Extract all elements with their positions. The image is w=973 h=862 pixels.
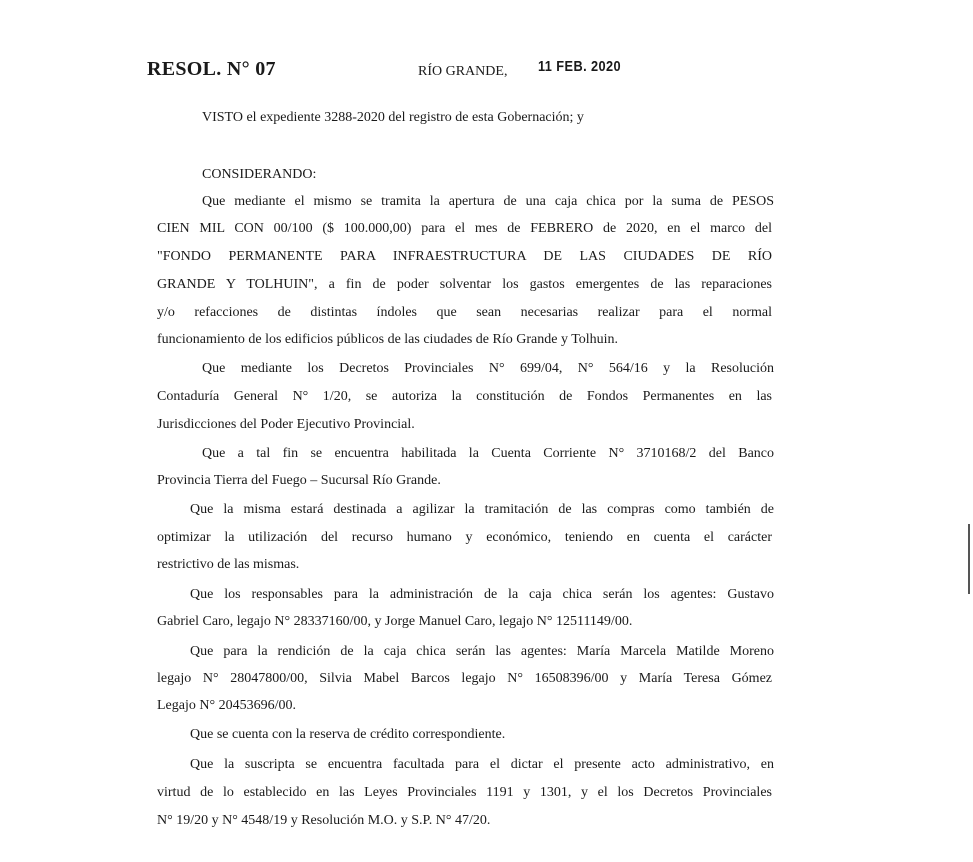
paragraph-line: Que se cuenta con la reserva de crédito correspondiente.: [190, 727, 506, 742]
paragraph-line: Que mediante los Decretos Provinciales N° 699/04, N° 564/16 y la Resolución: [202, 361, 774, 376]
visto-paragraph: VISTO el expediente 3288-2020 del registro de esta Gobernación; y: [202, 110, 584, 125]
paragraph-line: Que la suscripta se encuentra facultada para el dictar el presente acto administrativo, en: [190, 757, 774, 772]
paragraph-line: "FONDO PERMANENTE PARA INFRAESTRUCTURA DE LAS CIUDADES DE RÍO: [157, 249, 772, 264]
paragraph-line: Contaduría General N° 1/20, se autoriza la constitución de Fondos Permanentes en las: [157, 389, 772, 404]
paragraph-line: Que a tal fin se encuentra habilitada la Cuenta Corriente N° 3710168/2 del Banco: [202, 446, 774, 461]
paragraph-line: restrictivo de las mismas.: [157, 557, 300, 572]
page-edge-mark: [968, 524, 970, 594]
paragraph-line: Que para la rendición de la caja chica serán las agentes: María Marcela Matilde Moreno: [190, 644, 774, 659]
paragraph-line: GRANDE Y TOLHUIN", a fin de poder solventar los gastos emergentes de las reparaciones: [157, 277, 772, 292]
paragraph-line: Provincia Tierra del Fuego – Sucursal Río Grande.: [157, 473, 441, 488]
paragraph-line: legajo N° 28047800/00, Silvia Mabel Barcos legajo N° 16508396/00 y María Teresa Gómez: [157, 671, 772, 686]
paragraph-line: Que la misma estará destinada a agilizar la tramitación de las compras como también de: [190, 502, 774, 517]
paragraph-line: N° 19/20 y N° 4548/19 y Resolución M.O. y S.P. N° 47/20.: [157, 813, 491, 828]
paragraph-line: y/o refacciones de distintas índoles que sean necesarias realizar para el normal: [157, 305, 772, 320]
paragraph-line: Gabriel Caro, legajo N° 28337160/00, y Jorge Manuel Caro, legajo N° 12511149/00.: [157, 614, 633, 629]
paragraph-line: Que los responsables para la administración de la caja chica serán los agentes: Gustavo: [190, 587, 774, 602]
resolution-number: RESOL. N° 07: [147, 58, 276, 80]
paragraph-line: Legajo N° 20453696/00.: [157, 698, 296, 713]
paragraph-line: funcionamiento de los edificios públicos de las ciudades de Río Grande y Tolhuin.: [157, 332, 619, 347]
date-stamp: 11 FEB. 2020: [538, 58, 622, 75]
paragraph-line: CIEN MIL CON 00/100 ($ 100.000,00) para el mes de FEBRERO de 2020, en el marco del: [157, 221, 772, 236]
paragraph-line: virtud de lo establecido en las Leyes Provinciales 1191 y 1301, y el los Decretos Provinciales: [157, 785, 772, 800]
paragraph-line: Jurisdicciones del Poder Ejecutivo Provincial.: [157, 417, 415, 432]
place-name: RÍO GRANDE,: [418, 64, 508, 79]
considerando-heading: CONSIDERANDO:: [202, 167, 317, 182]
paragraph-line: Que mediante el mismo se tramita la apertura de una caja chica por la suma de PESOS: [202, 194, 774, 209]
paragraph-line: optimizar la utilización del recurso humano y económico, teniendo en cuenta el carácter: [157, 530, 772, 545]
